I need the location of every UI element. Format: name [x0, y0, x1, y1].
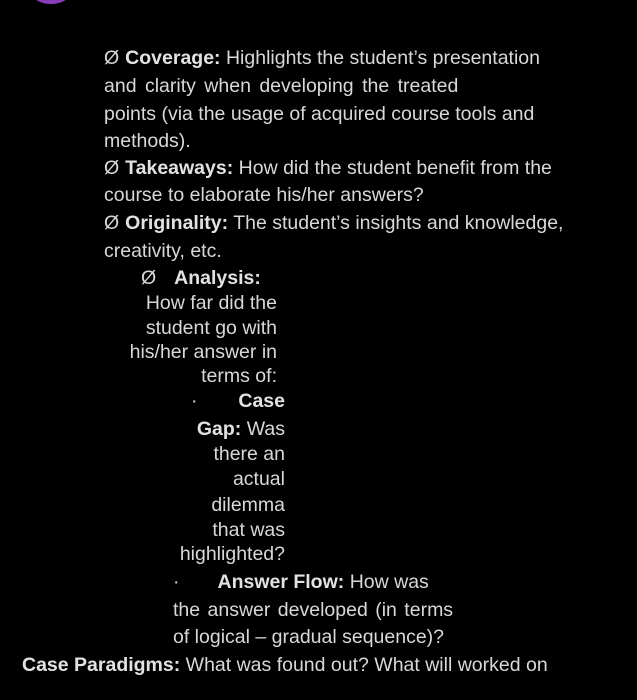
answer-flow-line-2: the answer developed (in terms — [173, 599, 454, 621]
bullet-icon: Ø — [104, 47, 120, 69]
coverage-line-4: methods). — [104, 130, 191, 152]
answer-flow-line-3: of logical – gradual sequence)? — [173, 626, 445, 648]
bullet-icon: Ø — [141, 267, 157, 289]
case-paradigms-text: What was found out? What will worked on — [185, 654, 548, 676]
answer-flow-bullet: · — [173, 571, 180, 593]
analysis-line-3: his/her answer in — [129, 341, 277, 363]
originality-line-1 — [104, 211, 563, 235]
case-paradigms-label: Case Paradigms: — [22, 654, 181, 676]
analysis-line-2: student go with — [145, 317, 277, 339]
originality-line-2: creativity, etc. — [104, 240, 222, 262]
avatar — [28, 0, 74, 4]
case-gap-bullet: · — [191, 390, 198, 412]
case-gap-line-5: that was — [212, 519, 285, 541]
answer-flow-label: Answer Flow: — [217, 571, 345, 593]
case-gap-line-3: actual — [232, 468, 285, 490]
answer-flow-text: How was — [349, 571, 429, 593]
case-gap-label-2: Gap: — [196, 418, 242, 440]
case-gap-line-6: highlighted? — [179, 543, 285, 565]
bullet-icon: Ø — [104, 157, 120, 179]
takeaways-line-1 — [104, 156, 552, 180]
case-paradigms-line-1 — [22, 653, 548, 677]
case-gap-line-4: dilemma — [211, 494, 285, 516]
coverage-line-3: points (via the usage of acquired course tools and — [104, 103, 535, 125]
answer-flow-line-1 — [173, 570, 429, 594]
case-gap-label-1: Case — [238, 390, 285, 412]
takeaways-line-2: course to elaborate his/her answers? — [104, 184, 424, 206]
analysis-line-4: terms of: — [201, 365, 277, 387]
case-gap-line-2: there an — [213, 443, 285, 465]
originality-text: The student’s insights and knowledge, — [233, 212, 564, 234]
originality-label: Originality: — [125, 212, 229, 234]
case-gap-line-1 — [197, 417, 285, 441]
coverage-line-2: and clarity when developing the treated — [104, 75, 459, 97]
coverage-line-1 — [104, 46, 540, 70]
takeaways-label: Takeaways: — [125, 157, 234, 179]
analysis-label: Analysis: — [174, 267, 261, 289]
coverage-text: Highlights the student’s presentation — [225, 47, 540, 69]
analysis-line-1: How far did the — [145, 292, 277, 314]
takeaways-text: How did the student benefit from the — [238, 157, 552, 179]
bullet-icon: Ø — [104, 212, 120, 234]
analysis-heading — [141, 266, 261, 290]
coverage-label: Coverage: — [125, 47, 221, 69]
case-gap-text-1: Was — [246, 418, 285, 440]
